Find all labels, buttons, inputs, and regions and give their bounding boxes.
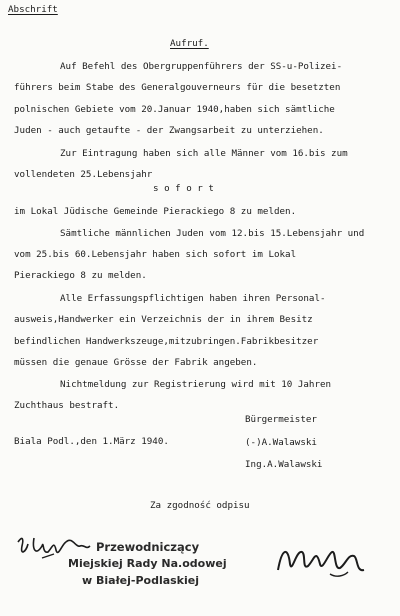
stamp-line3: w Białej-Podlaskiej <box>82 574 199 587</box>
document-title: Aufruf. <box>170 38 209 49</box>
abschrift-label: Abschrift <box>8 4 58 15</box>
paragraph1-line2: führers beim Stabe des Generalgouverneurs für die besetzten <box>14 82 341 93</box>
paragraph4-line3: Pierackiego 8 zu melden. <box>14 270 147 281</box>
paragraph5-line4: müssen die genaue Grösse der Fabrik angeben. <box>14 357 258 368</box>
paragraph4-line1: Sämtliche männlichen Juden vom 12.bis 15.Lebensjahr und <box>60 228 365 239</box>
paragraph5-line3: befindlichen Handwerkszeuge,mitzubringen.Fabrikbesitzer <box>14 336 319 347</box>
official-stamp <box>70 540 270 606</box>
sofort-word: s o f o r t <box>153 183 214 194</box>
paragraph6-line1: Nichtmeldung zur Registrierung wird mit 10 Jahren <box>60 379 332 390</box>
paragraph3: im Lokal Jüdische Gemeinde Pierackiego 8 zu melden. <box>14 206 297 217</box>
certification-line: Za zgodność odpisu <box>150 500 250 511</box>
stamp-line2: Miejskiej Rady Na.odowej <box>68 557 227 570</box>
paragraph4-line2: vom 25.bis 60.Lebensjahr haben sich sofort im Lokal <box>14 249 297 260</box>
paragraph6-line2: Zuchthaus bestraft. <box>14 400 120 411</box>
paragraph2-line2: vollendeten 25.Lebensjahr <box>14 169 153 180</box>
paragraph5-line1: Alle Erfassungspflichtigen haben ihren Personal- <box>60 293 326 304</box>
paragraph1-line4: Juden - auch getaufte - der Zwangsarbeit zu unterziehen. <box>14 125 324 136</box>
stamp-line1: Przewodniczący <box>96 540 200 554</box>
place-date: Biala Podl.,den 1.März 1940. <box>14 436 169 447</box>
paragraph1-line3: polnischen Gebiete vom 20.Januar 1940,haben sich sämtliche <box>14 104 335 115</box>
paragraph1-line1: Auf Befehl des Obergruppenführers der SS-u-Polizei- <box>60 61 343 72</box>
signature-signed: (-)A.Walawski <box>245 437 317 448</box>
handwritten-signature-right <box>272 540 372 580</box>
paragraph2-line1: Zur Eintragung haben sich alle Männer vom 16.bis zum <box>60 148 348 159</box>
paragraph5-line2: ausweis,Handwerker ein Verzeichnis der in ihrem Besitz <box>14 314 313 325</box>
signature-name: Ing.A.Walawski <box>245 459 323 470</box>
signature-role: Bürgermeister <box>245 414 317 425</box>
